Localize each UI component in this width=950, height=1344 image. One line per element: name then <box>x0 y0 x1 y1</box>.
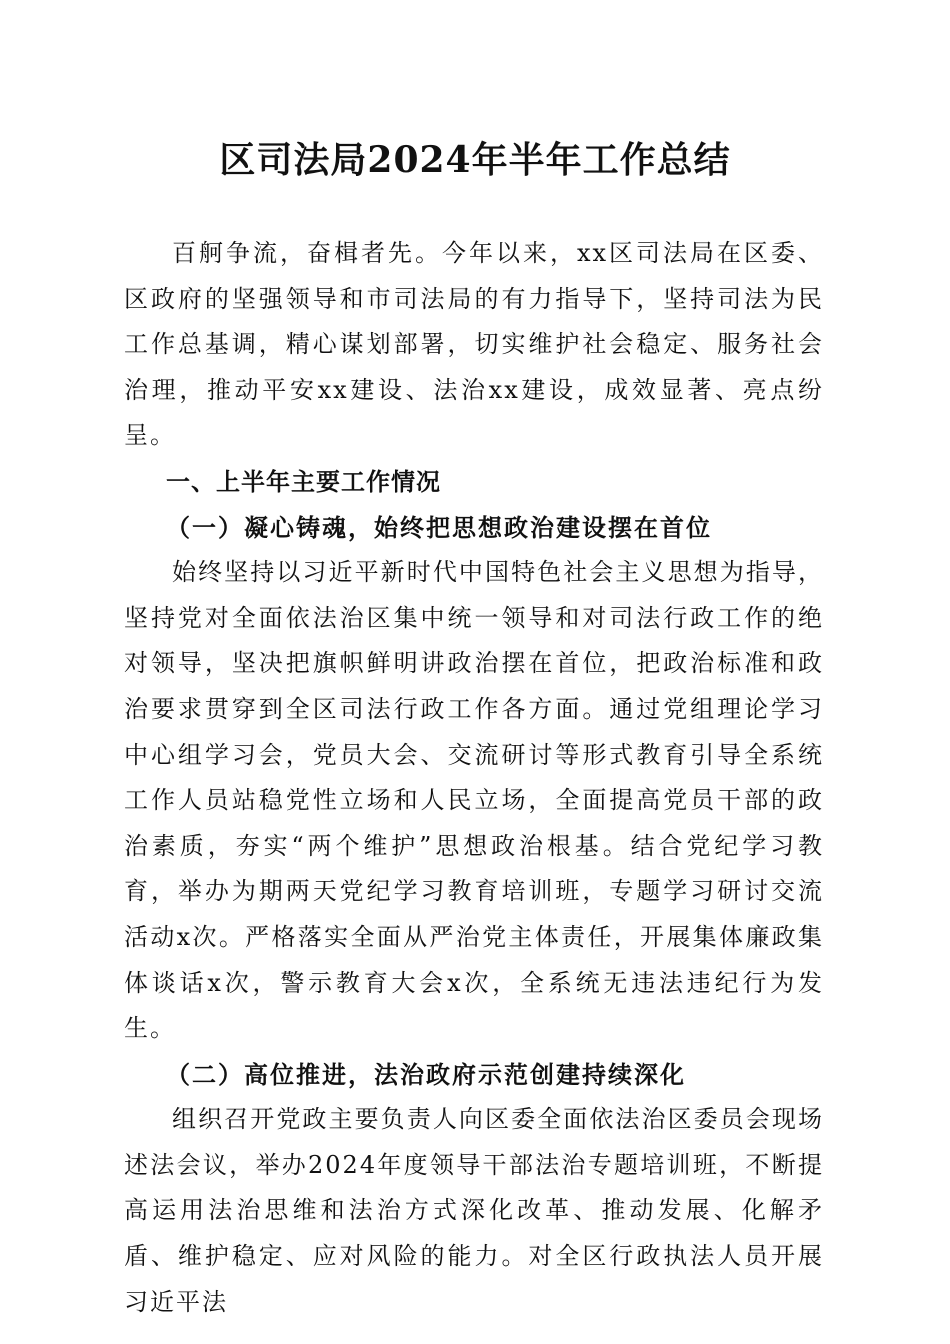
section-heading-1: 一、上半年主要工作情况 <box>166 466 441 496</box>
subsection-heading-2: （二）高位推进，法治政府示范创建持续深化 <box>166 1059 686 1089</box>
subsection-1-paragraph: 始终坚持以习近平新时代中国特色社会主义思想为指导，坚持党对全面依法治区集中统一领导和对司法行政工作的绝对领导，坚决把旗帜鲜明讲政治摆在首位，把政治标准和政治要求贯穿到全区司法行政工作各方面。通过党组理论学习中心组学习会，党员大会、交流研讨等形式教育引导全系统工作人员站稳党性立场和人民立场，全面提高党员干部的政治素质，夯实“两个维护”思想政治根基。结合党纪学习教育，举办为期两天党纪学习教育培训班，专题学习研讨交流活动x次。严格落实全面从严治党主体责任，开展集体廉政集体谈话x次，警示教育大会x次，全系统无违法违纪行为发生。 <box>124 558 824 1043</box>
intro-paragraph: 百舸争流，奋楫者先。今年以来，xx区司法局在区委、区政府的坚强领导和市司法局的有力指导下，坚持司法为民工作总基调，精心谋划部署，切实维护社会稳定、服务社会治理，推动平安xx建设、法治xx建设，成效显著、亮点纷呈。 <box>124 239 824 450</box>
subsection-2-paragraph: 组织召开党政主要负责人向区委全面依法治区委员会现场述法会议，举办2024年度领导干部法治专题培训班，不断提高运用法治思维和法治方式深化改革、推动发展、化解矛盾、维护稳定、应对风险的能力。对全区行政执法人员开展习近平法 <box>124 1105 824 1316</box>
subsection-heading-1: （一）凝心铸魂，始终把思想政治建设摆在首位 <box>166 512 712 542</box>
document-title: 区司法局2024年半年工作总结 <box>219 139 731 181</box>
document-body <box>124 231 824 1325</box>
